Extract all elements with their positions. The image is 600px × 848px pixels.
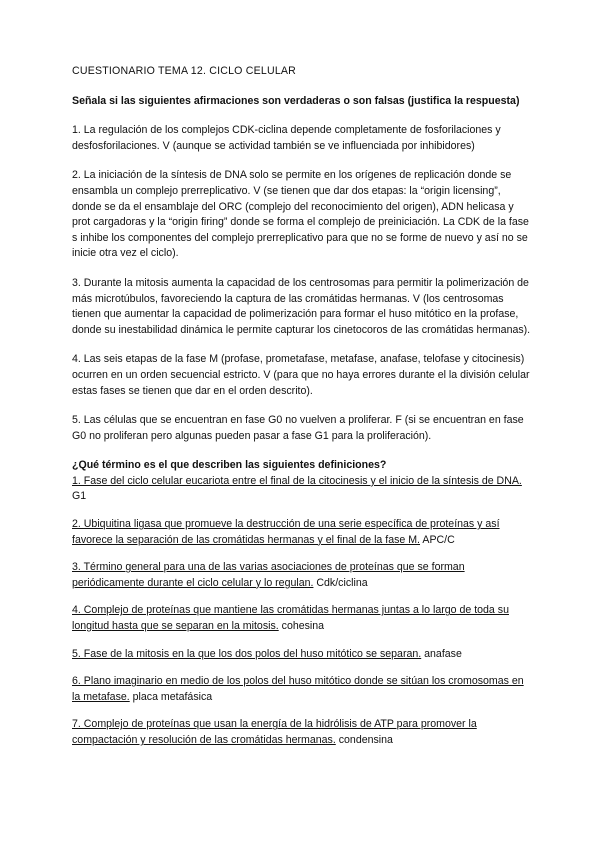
document-page — [72, 64, 532, 761]
definition-3 — [72, 560, 532, 591]
definition-answer: anafase — [421, 647, 462, 660]
definition-question: 6. Plano imaginario en medio de los polos del huso mitótico donde se sitúan los cromosomas en la metafase. — [72, 675, 524, 703]
section-definitions-heading: ¿Qué término es el que describen las siguientes definiciones? — [72, 459, 387, 472]
definition-answer: G1 — [72, 490, 87, 503]
definition-1 — [72, 474, 532, 505]
definition-question: 1. Fase del ciclo celular eucariota entre el final de la citocinesis y el inicio de la síntesis de DNA. — [72, 474, 522, 487]
statement-2: 2. La iniciación de la síntesis de DNA solo se permite en los orígenes de replicación donde se ensambla un complejo prerreplicativo. V (se tienen que dar dos etapas: la “origin licensing”, donde se da el ensamblaje del ORC (complejo del reconocimiento del origen), ADN helicasa y prot cargadoras y la “origin firing” donde se forma el complejo de preiniciación. La CDK de la fase s inhibe los componentes del complejo prerreplicativo para que no se forme de nuevo y así no se inicie otra vez el ciclo). — [72, 169, 529, 260]
statement-5: 5. Las células que se encuentran en fase G0 no vuelven a proliferar. F (si se encuentran en fase G0 no proliferan pero algunas pueden pasar a fase G1 para la proliferación). — [72, 414, 524, 442]
definition-6 — [72, 674, 532, 705]
definition-question: 4. Complejo de proteínas que mantiene las cromátidas hermanas juntas a lo largo de toda su longitud hasta que se separan en la mitosis. — [72, 604, 509, 633]
definition-5 — [72, 647, 532, 663]
definition-question: 5. Fase de la mitosis en la que los dos polos del huso mitótico se separan. — [72, 647, 422, 660]
definition-question: 2. Ubiquitina ligasa que promueve la destrucción de una serie específica de proteínas y así favorece la separación de las cromátidas hermanas y el final de la fase M. — [72, 518, 500, 546]
definition-2 — [72, 517, 532, 548]
definition-4 — [72, 603, 532, 634]
statement-4: 4. Las seis etapas de la fase M (profase, prometafase, metafase, anafase, telofase y citocinesis) ocurren en un orden secuencial estricto. V (para que no haya errores durante el la división celular estas fases se tienen que dar en el orden descrito). — [72, 353, 530, 397]
definition-question: 3. Término general para una de las varias asociaciones de proteínas que se forman periódicamente durante el ciclo celular y lo regulan. — [72, 561, 465, 589]
definition-answer: condensina — [335, 734, 393, 746]
definition-answer: cohesina — [278, 620, 325, 633]
document-title: CUESTIONARIO TEMA 12. CICLO CELULAR — [72, 65, 297, 77]
definition-question: 7. Complejo de proteínas que usan la energía de la hidrólisis de ATP para promover la compactación y resolución de las cromátidas hermanas. — [72, 718, 477, 746]
definition-answer: Cdk/ciclina — [313, 576, 368, 589]
section-true-false-heading: Señala si las siguientes afirmaciones son verdaderas o son falsas (justifica la respuesta) — [72, 94, 520, 107]
statement-1: 1. La regulación de los complejos CDK-ciclina depende completamente de fosforilaciones y desfosforilaciones. V (aunque se actividad también se ve influenciada por inhibidores) — [72, 124, 501, 152]
definition-answer: placa metafásica — [129, 690, 213, 703]
definition-7 — [72, 717, 532, 748]
statement-3: 3. Durante la mitosis aumenta la capacidad de los centrosomas para permitir la polimerización de más microtúbulos, favoreciendo la captura de las cromátidas hermanas. V (los centrosomas tienen que aumentar la capacidad de polimerización para formar el huso mitótico en la profase, donde su inestabilidad dinámica le permite capturar los cinetocoros de las cromátidas hermanas). — [72, 276, 531, 336]
definition-answer: APC/C — [420, 533, 455, 546]
